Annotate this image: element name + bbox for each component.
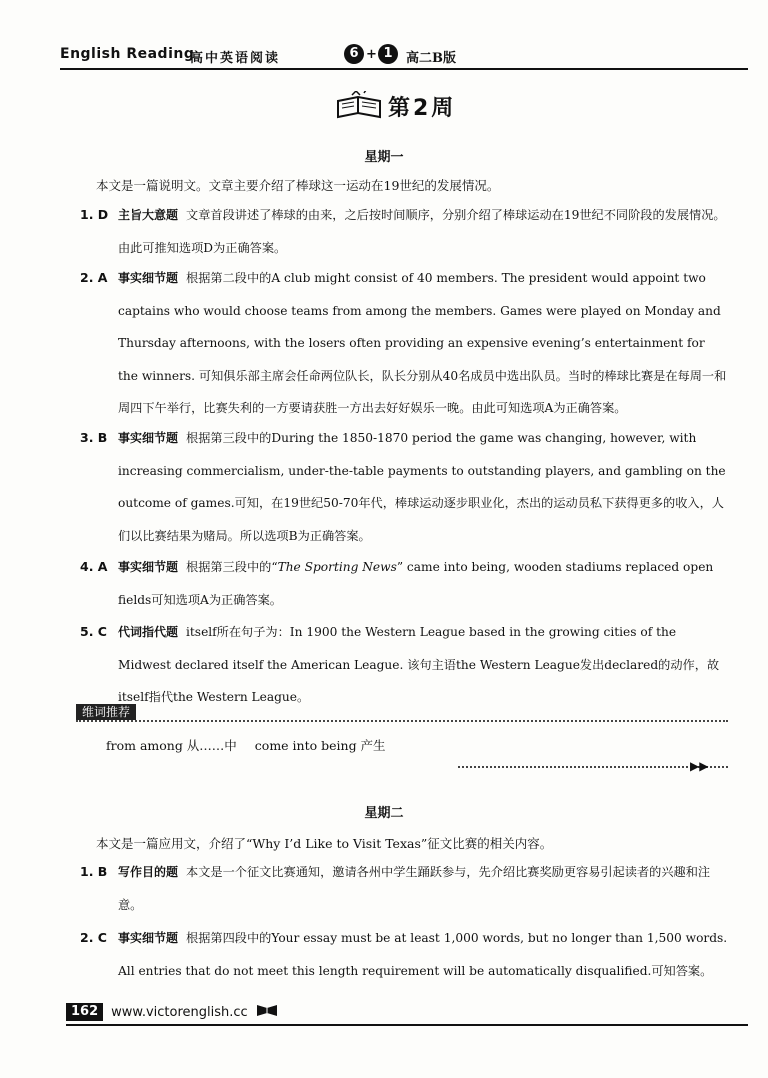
arrow-right-icon: ▶▶ [690,759,709,773]
vocab-entry: from among 从……中 [106,738,237,753]
answer-explanation: itself所在句子为：In 1900 the Western League based in the growing cities of the Midwest declared itself the American League. 该句主语the Western League发出declared的动作，故itself指代the Western League。 [118,625,720,704]
week-title [336,88,456,124]
answer-explanation: 根据第三段中的During the 1850-1870 period the game was changing, however, with increasing commercialism, under-the-table payments to outstanding players, and gambling on the outcome of games.可知，在19世纪50-70年代，棒球运动逐步职业化，杰出的运动员私下获得更多的收入，人们以比赛结果为赌局。所以选项B为正确答案。 [118,431,726,543]
edition-label: 高二B版 [406,51,456,66]
answer-explanation-post: ” came into being, wooden stadiums replaced open fields可知选项A为正确答案。 [118,560,714,607]
answer-explanation: 根据第四段中的Your essay must be at least 1,000 words, but no longer than 1,500 words. All entries that do not meet this length requirement will be automatically disqualified.可知答案。 [118,931,728,978]
answer-item [80,422,728,552]
day-tuesday-intro: 本文是一篇应用文，介绍了“Why I’d Like to Visit Texas”征文比赛的相关内容。 [96,836,553,851]
day-tuesday-heading: 星期二 [364,806,404,821]
answer-item [80,199,728,264]
vocab-entry: come into being 产生 [254,738,386,753]
badge-plus: + [366,47,377,62]
answer-item [80,856,728,921]
answer-explanation: 文章首段讲述了棒球的由来，之后按时间顺序，分别介绍了棒球运动在19世纪不同阶段的发展情况。由此可推知选项D为正确答案。 [118,208,726,255]
page-footer [66,1003,278,1021]
page-number: 162 [66,1003,103,1021]
question-type: 主旨大意题 [118,208,179,222]
answer-item [80,922,728,987]
vocab-section-header [76,704,728,722]
open-book-icon [336,91,382,121]
answer-item [80,551,728,616]
day-monday-intro: 本文是一篇说明文。文章主要介绍了棒球这一运动在19世纪的发展情况。 [96,178,500,193]
page-header [60,46,748,70]
answer-item [80,262,728,425]
brand-title: English Reading [60,46,195,62]
publication-title: The Sporting News [277,560,397,574]
answer-number: 2. C [80,930,107,945]
answer-number: 1. D [80,207,109,222]
week-title-text: 第2周 [388,95,457,121]
vocab-label: 维词推荐 [76,704,136,720]
question-type: 写作目的题 [118,865,179,879]
question-type: 事实细节题 [118,560,179,574]
answer-number: 3. B [80,430,108,445]
answer-number: 4. A [80,559,108,574]
answer-item [80,616,728,714]
answer-number: 1. B [80,864,108,879]
series-title: 高中英语阅读 [190,51,281,66]
answer-explanation: 本文是一个征文比赛通知，邀请各州中学生踊跃参与，先介绍比赛奖励更容易引起读者的兴趣和注意。 [118,865,711,912]
answer-explanation-pre: 根据第三段中的“ [186,560,278,574]
answer-number: 2. A [80,270,108,285]
answer-explanation: 根据第二段中的A club might consist of 40 members. The president would appoint two captains who would choose teams from among the members. Games were played on Monday and Thursday afternoons, with the losers often providing an expensive evening’s entertainment for the winners. 可知俱乐部主席会任命两位队长，队长分别从40名成员中选出队员。当时的棒球比赛是在每周一和周四下午举行，比赛失利的一方要请获胜一方出去好好娱乐一晚。由此可知选项A为正确答案。 [118,271,727,415]
footer-rule [66,1024,748,1026]
footer-url: www.victorenglish.cc [111,1004,248,1020]
answer-number: 5. C [80,624,107,639]
question-type: 事实细节题 [118,271,179,285]
question-type: 代词指代题 [118,625,179,639]
badge-one: 1 [378,44,398,64]
question-type: 事实细节题 [118,931,179,945]
day-monday-heading: 星期一 [364,150,404,165]
vocab-divider [458,766,728,769]
book-logo-icon [256,1003,278,1021]
badge-six: 6 [344,44,364,64]
vocab-list [106,736,400,754]
question-type: 事实细节题 [118,431,179,445]
